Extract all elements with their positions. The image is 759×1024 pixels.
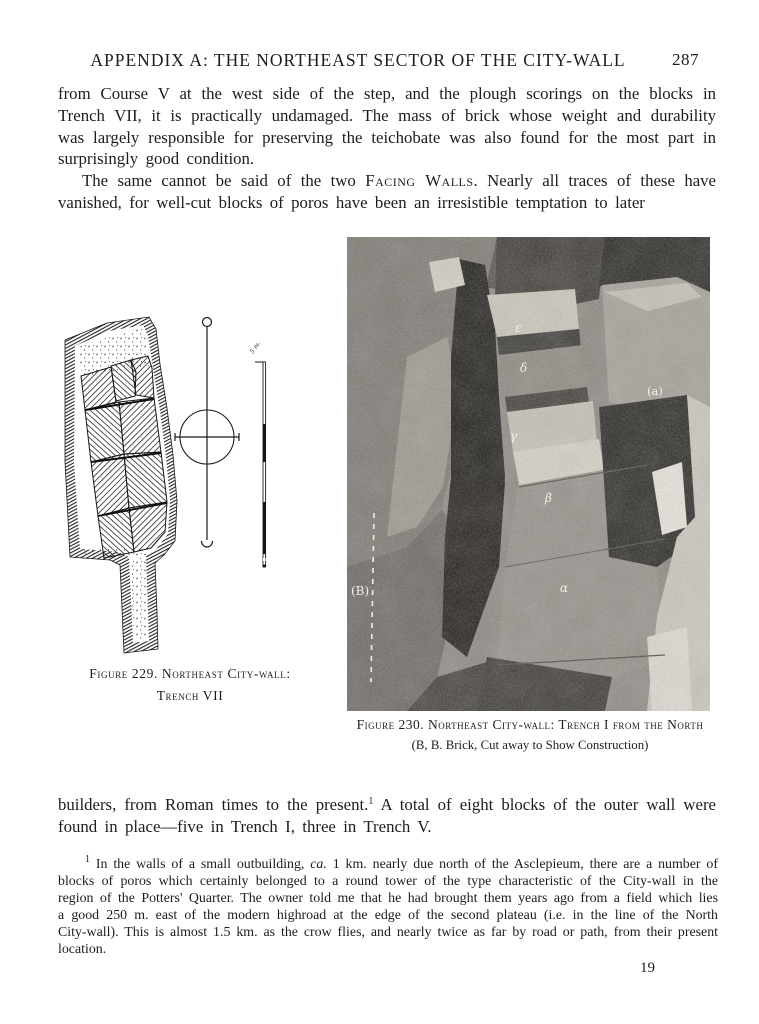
figure-230-subcaption: (B, B. Brick, Cut away to Show Construction) (411, 738, 649, 752)
photo-label-beta: β (545, 491, 552, 505)
running-head (58, 50, 658, 71)
north-arrow-icon (175, 318, 239, 548)
paragraph-1-text: from Course V at the west side of the step, and the plough scorings on the blocks in Trench VII, it is practically undamaged. The mass of brick whose weight and durability was largely responsible for preserving the teichobate was also found for the most part in surprisingly good condition. (58, 84, 716, 169)
footnote-marker: 1 (85, 854, 90, 865)
page-number-287: 287 (672, 50, 699, 69)
trench-plan (65, 317, 177, 653)
footnote-text-a: In the walls of a small outbuilding, (90, 857, 311, 872)
footnote (58, 856, 718, 958)
photo-grain-overlay (347, 237, 710, 711)
figure-230-caption-title: Figure 230. Northeast City-wall: Trench I from the North (356, 717, 704, 732)
photo-label-epsilon: ε (515, 321, 522, 335)
paragraph-3-text-b: A total of eight blocks of the outer wall were found in place—five in Trench I, three in Trench V. (58, 795, 716, 836)
paragraph-3-text-a: builders, from Roman times to the present. (58, 795, 369, 814)
photo-label-delta: δ (520, 361, 528, 375)
paragraph-2 (58, 170, 716, 214)
footnote-reference: 1 (368, 796, 374, 807)
figure-229-drawing (55, 312, 335, 662)
scale-bar (249, 340, 266, 567)
photo-label-gamma: γ (510, 429, 518, 443)
figure-230-caption (340, 716, 720, 754)
footnote-text-italic: ca. (310, 857, 327, 872)
page-number-19: 19 (640, 960, 655, 976)
footnote-text-b: 1 km. nearly due north of the Asclepieum, there are a number of blocks of poros which certainly belonged to a round tower of the type characteristic of the City-wall in the region of the Potters' Quarter. The owner told me that he had brought them years ago from a field which lies a good 250 m. east of the modern highroad at the edge of the second plateau (i.e. in the line of the North City-wall). This is almost 1.5 km. as the crow flies, and nearly twice as far by road or path, from their present location. (58, 857, 718, 957)
paragraph-2-text-a: The same cannot be said of the two (82, 171, 366, 190)
paragraph-2-text-b: . Nearly all traces of these have vanished, for well-cut blocks of poros have been an irresistible temptation to later (58, 171, 716, 212)
photo-label-a: (a) (647, 384, 663, 398)
figure-229-caption-line2: Trench VII (156, 688, 224, 703)
scale-label: 5 m. (248, 340, 263, 356)
figure-230-photo (347, 237, 710, 711)
facing-walls-smallcaps: Facing Walls (365, 171, 474, 190)
photo-label-alpha: α (560, 581, 569, 595)
running-head-title: APPENDIX A: THE NORTHEAST SECTOR OF THE CITY-WALL (90, 50, 626, 70)
figure-229-caption-line1: Figure 229. Northeast City-wall: (89, 666, 291, 681)
figure-229-caption (52, 663, 328, 707)
photo-label-b: (B) (351, 584, 370, 598)
paragraph-1 (58, 83, 716, 170)
paragraph-3 (58, 794, 716, 838)
